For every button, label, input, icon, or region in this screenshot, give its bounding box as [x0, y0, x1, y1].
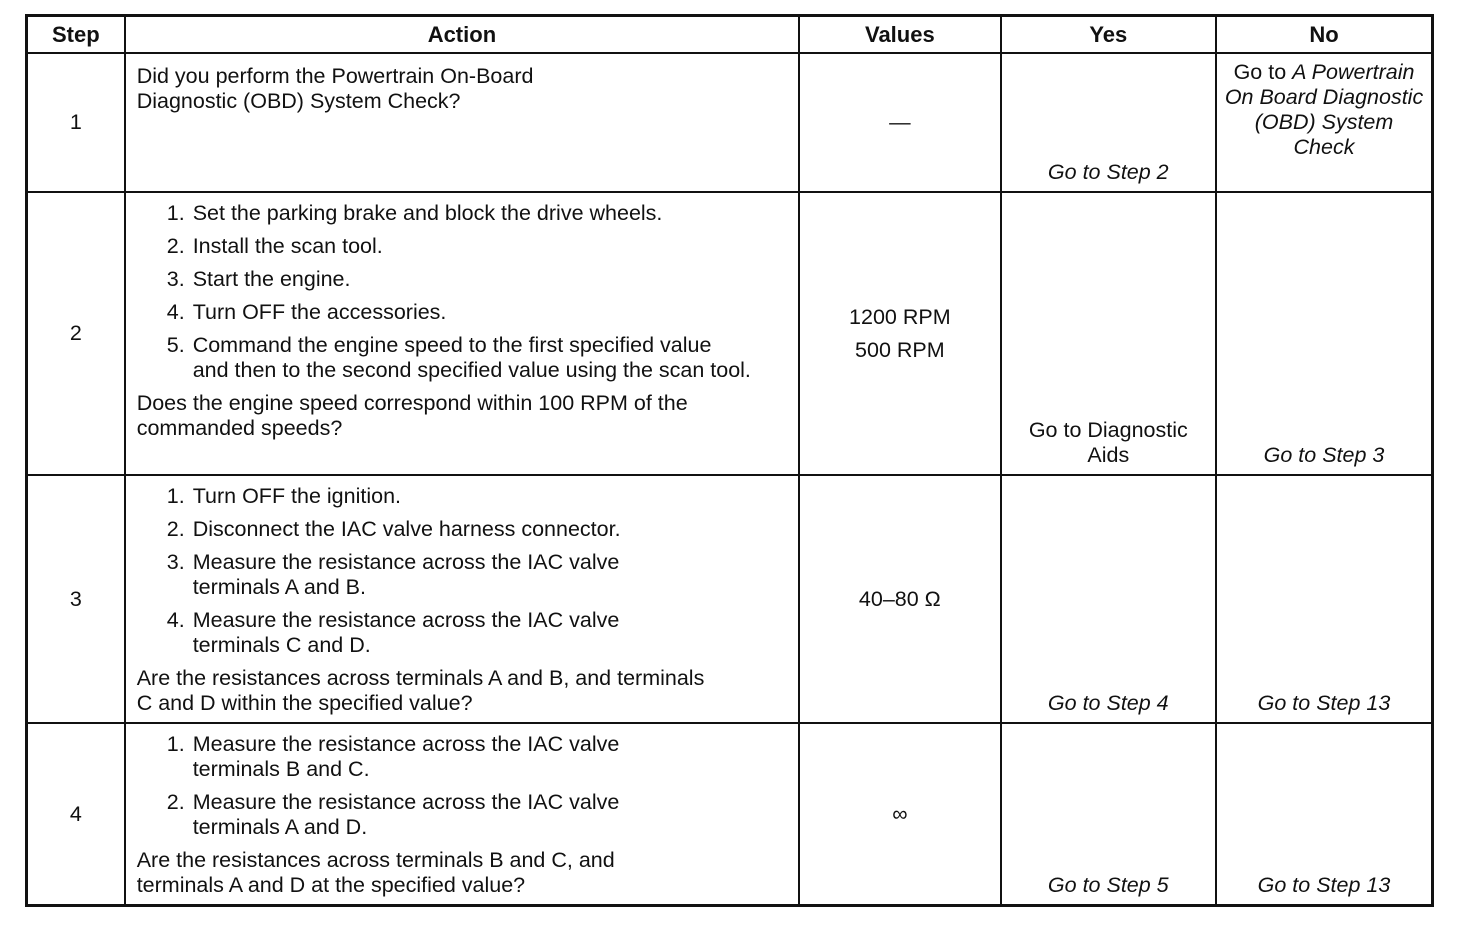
- action-cell: [125, 53, 799, 192]
- action-steps-list: [137, 732, 788, 840]
- values-cell: [799, 723, 1000, 906]
- action-step-item: 1. Set the parking brake and block the drive wheels.: [166, 201, 663, 225]
- no-prefix: Go to: [1233, 60, 1287, 84]
- table-row-step-2: [27, 192, 1433, 475]
- header-row: [27, 16, 1433, 54]
- table-row-step-3: [27, 475, 1433, 723]
- step-number: 4: [27, 723, 125, 906]
- action-cell: [125, 192, 799, 475]
- action-step-item: 2. Disconnect the IAC valve harness connector.: [166, 517, 621, 541]
- value-line: 500 RPM: [855, 337, 945, 362]
- value-line: 40–80 Ω: [858, 586, 941, 611]
- yes-cell: [1001, 475, 1216, 723]
- values-cell: [799, 192, 1000, 475]
- no-cell: [1216, 53, 1432, 192]
- no-link[interactable]: Go to Step 13: [1257, 873, 1391, 897]
- table-row-step-1: [27, 53, 1433, 192]
- no-cell: [1216, 475, 1432, 723]
- action-step-item: 1. Measure the resistance across the IAC valve terminals B and C.: [166, 732, 620, 781]
- yes-cell: [1001, 192, 1216, 475]
- yes-link[interactable]: Go to Step 2: [1047, 160, 1169, 184]
- action-step-item: 2. Install the scan tool.: [166, 234, 383, 258]
- action-question: Are the resistances across terminals B and C, and terminals A and D at the specified value?: [136, 848, 615, 897]
- header-values: Values: [799, 16, 1000, 54]
- yes-link[interactable]: Go to Diagnostic Aids: [1028, 418, 1188, 467]
- step-number: 3: [27, 475, 125, 723]
- header-step: Step: [27, 16, 125, 54]
- action-step-item: 4. Turn OFF the accessories.: [166, 300, 447, 324]
- step-number: 2: [27, 192, 125, 475]
- no-link[interactable]: A Powertrain On Board Diagnostic (OBD) System Check: [1224, 60, 1424, 159]
- action-step-item: 2. Measure the resistance across the IAC valve terminals A and D.: [166, 790, 620, 839]
- action-step-item: 1. Turn OFF the ignition.: [166, 484, 402, 508]
- action-steps-list: [137, 484, 788, 658]
- values-cell: [799, 475, 1000, 723]
- value-line: 1200 RPM: [849, 304, 951, 329]
- step-number: 1: [27, 53, 125, 192]
- no-cell: [1216, 192, 1432, 475]
- action-step-item: 5. Command the engine speed to the first specified value and then to the second specified value using the scan tool.: [166, 333, 751, 382]
- diagnostic-table: [25, 14, 1434, 907]
- action-cell: [125, 723, 799, 906]
- no-link[interactable]: Go to Step 13: [1257, 691, 1391, 715]
- yes-cell: [1001, 723, 1216, 906]
- action-question: Does the engine speed correspond within 100 RPM of the commanded speeds?: [136, 391, 688, 440]
- action-cell: [125, 475, 799, 723]
- header-no: No: [1216, 16, 1432, 54]
- no-cell: [1216, 723, 1432, 906]
- yes-link[interactable]: Go to Step 4: [1047, 691, 1169, 715]
- table-row-step-4: [27, 723, 1433, 906]
- values-cell: [799, 53, 1000, 192]
- value-line: ∞: [892, 801, 908, 826]
- action-step-item: 3. Start the engine.: [166, 267, 351, 291]
- action-step-item: 4. Measure the resistance across the IAC valve terminals C and D.: [166, 608, 620, 657]
- value-line: —: [889, 110, 911, 134]
- action-step-item: 3. Measure the resistance across the IAC valve terminals A and B.: [166, 550, 620, 599]
- yes-cell: [1001, 53, 1216, 192]
- no-link[interactable]: Go to Step 3: [1263, 443, 1385, 467]
- header-action: Action: [125, 16, 799, 54]
- yes-link[interactable]: Go to Step 5: [1047, 873, 1169, 897]
- action-steps-list: [137, 201, 788, 383]
- action-question: Did you perform the Powertrain On-Board Diagnostic (OBD) System Check?: [136, 64, 534, 113]
- action-question: Are the resistances across terminals A and B, and terminals C and D within the specified value?: [136, 666, 705, 715]
- header-yes: Yes: [1001, 16, 1216, 54]
